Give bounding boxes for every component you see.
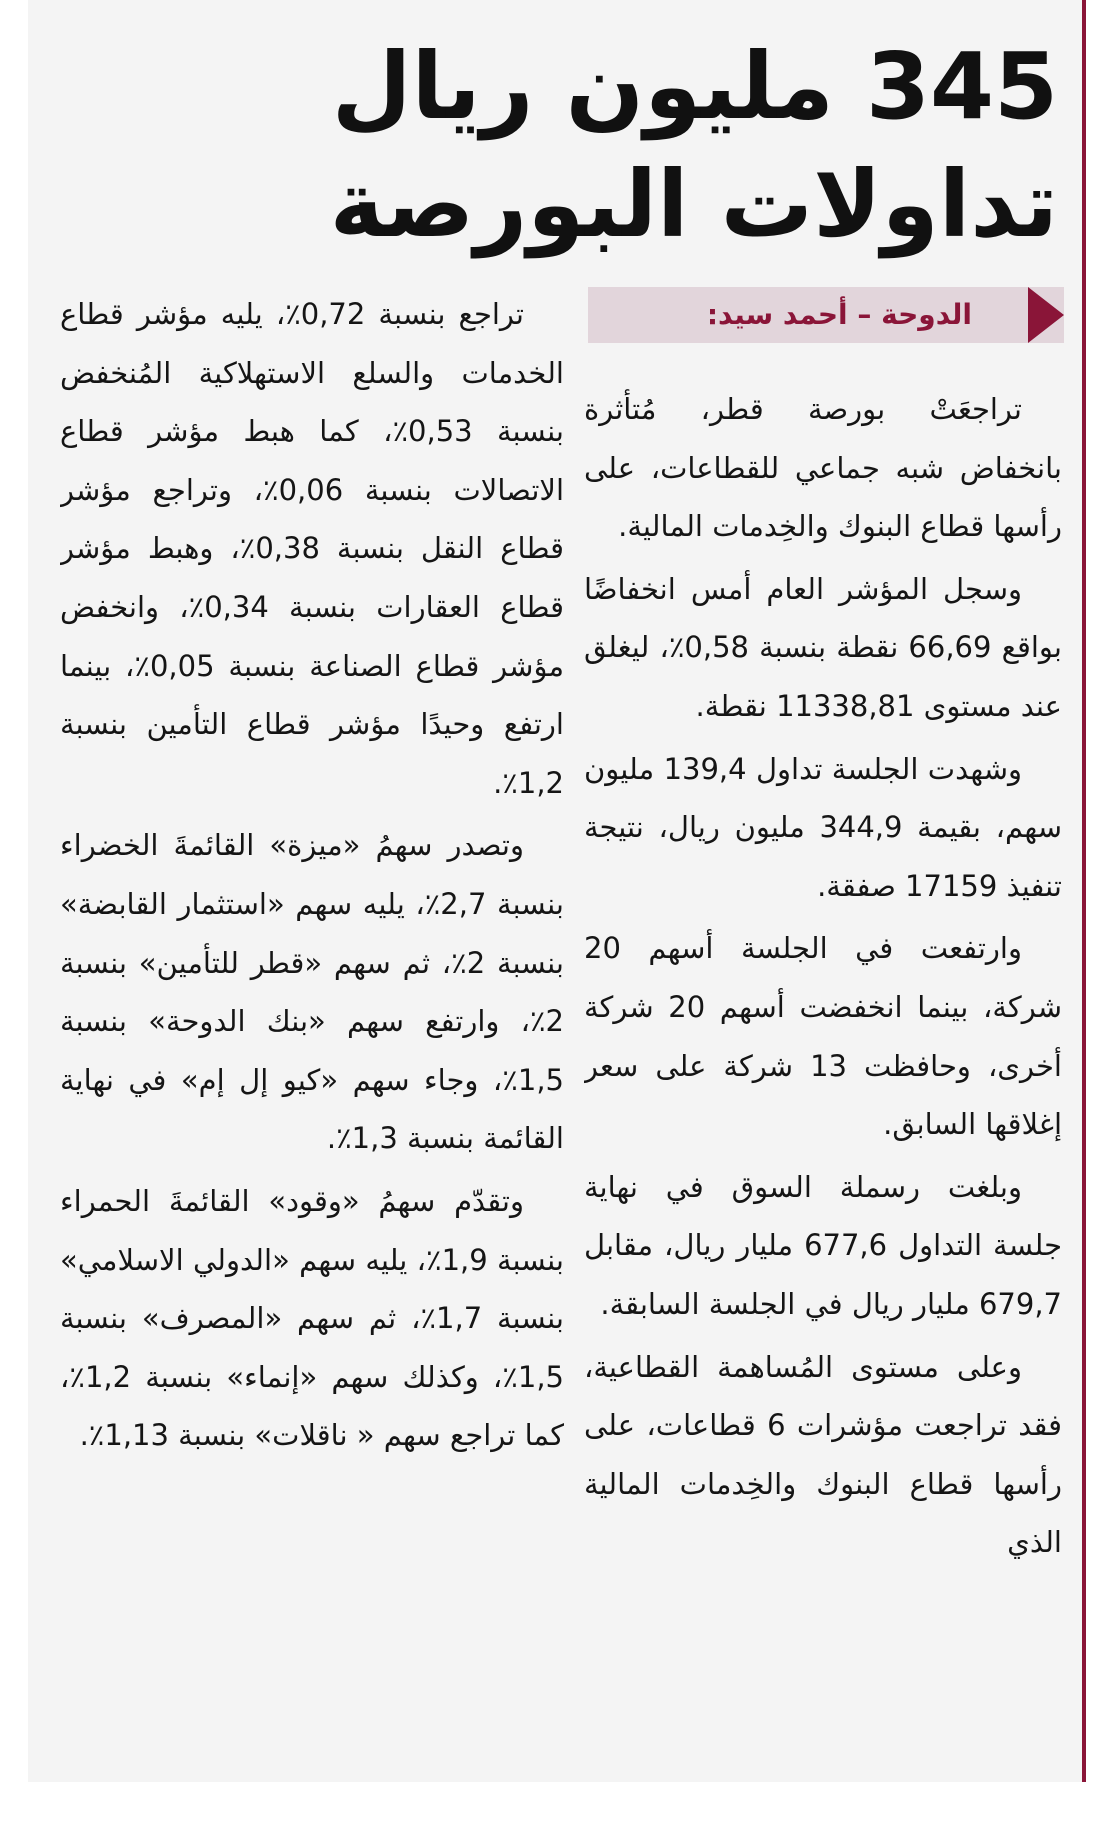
paragraph: وعلى مستوى المُساهمة القطاعية، فقد تراجعت مؤشرات 6 قطاعات، على رأسها قطاع البنوك والخِدمات المالية الذي xyxy=(584,1349,1062,1560)
paragraph: وبلغت رسملة السوق في نهاية جلسة التداول 677,6 مليار ريال، مقابل 679,7 مليار ريال في الجلسة السابقة. xyxy=(584,1169,1062,1321)
paragraph: وشهدت الجلسة تداول 139,4 مليون سهم، بقيمة 344,9 مليون ريال، نتيجة تنفيذ 17159 صفقة. xyxy=(584,751,1062,903)
byline-bar xyxy=(588,287,1064,343)
paragraph: تراجع بنسبة 0,72٪، يليه مؤشر قطاع الخدمات والسلع الاستهلاكية المُنخفض بنسبة 0,53٪، كما هبط مؤشر قطاع الاتصالات بنسبة 0,06٪، وتراجع مؤشر قطاع النقل بنسبة 0,38٪، وهبط مؤشر قطاع العقارات بنسبة 0,34٪، وانخفض مؤشر قطاع الصناعة بنسبة 0,05٪، بينما ارتفع وحيدًا مؤشر قطاع التأمين بنسبة 1,2٪. xyxy=(60,297,564,800)
paragraph: وتقدّم سهمُ «وقود» القائمةَ الحمراء بنسبة 1,9٪، يليه سهم «الدولي الاسلامي» بنسبة 1,7٪، ثم سهم «المصرف» بنسبة 1,5٪، وكذلك سهم «إنماء» بنسبة 1,2٪، كما تراجع سهم « ناقلات» بنسبة 1,13٪. xyxy=(60,1183,564,1453)
headline-line-2: تداولات البورصة xyxy=(329,151,1058,258)
newspaper-page xyxy=(28,0,1086,1782)
paragraph: وارتفعت في الجلسة أسهم 20 شركة، بينما انخفضت أسهم 20 شركة أخرى، وحافظت 13 شركة على سعر إغلاقها السابق. xyxy=(584,931,1062,1142)
byline-triangle-marker xyxy=(1028,287,1064,343)
article-column-left xyxy=(60,285,564,1745)
article-headline xyxy=(58,28,1058,264)
headline-line-1: 345 مليون ريال xyxy=(331,33,1058,140)
article-column-right xyxy=(584,380,1062,1740)
paragraph: وسجل المؤشر العام أمس انخفاضًا بواقع 66,69 نقطة بنسبة 0,58٪، ليغلق عند مستوى 11338,81 نقطة. xyxy=(584,571,1062,723)
paragraph: تراجعَتْ بورصة قطر، مُتأثرة بانخفاض شبه جماعي للقطاعات، على رأسها قطاع البنوك والخِدمات المالية. xyxy=(584,392,1062,544)
byline-text: الدوحة – أحمد سيد: xyxy=(706,298,972,331)
paragraph: وتصدر سهمُ «ميزة» القائمةَ الخضراء بنسبة 2,7٪، يليه سهم «استثمار القابضة» بنسبة 2٪، ثم سهم «قطر للتأمين» بنسبة 2٪، وارتفع سهم «بنك الدوحة» بنسبة 1,5٪، وجاء سهم «كيو إل إم» في نهاية القائمة بنسبة 1,3٪. xyxy=(60,828,564,1156)
